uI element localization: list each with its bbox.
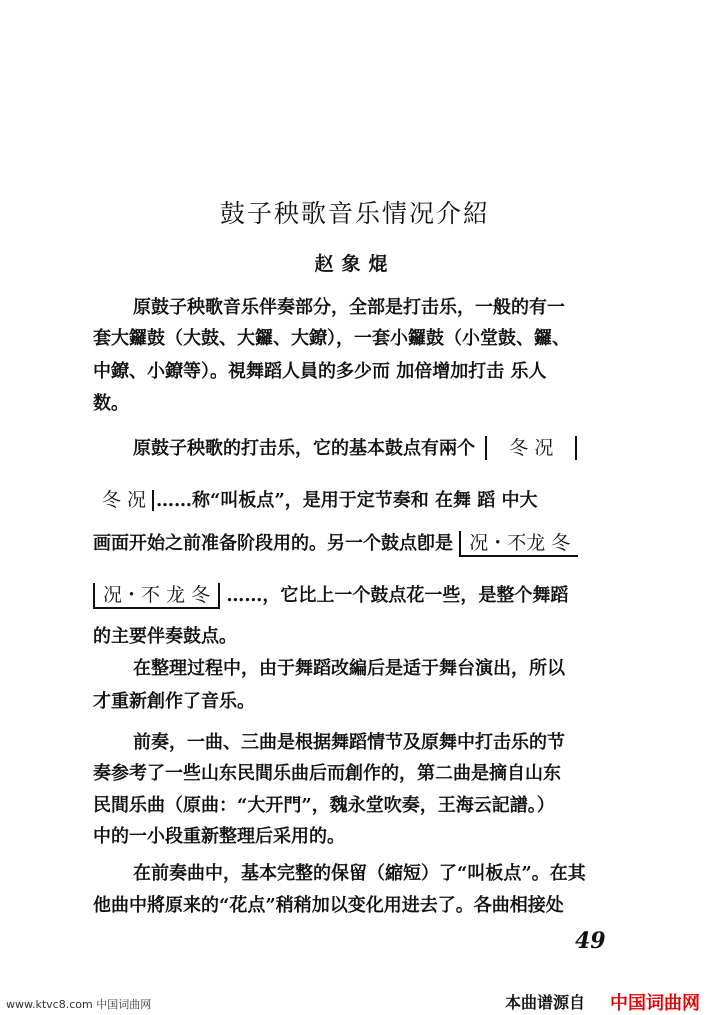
author-name: 赵象焜 (314, 253, 396, 275)
paragraph-line (93, 531, 578, 557)
line-text: 画面开始之前准备阶段用的。另一个鼓点卽是 (93, 533, 453, 554)
paragraph-line: 中鐐、小鐐等）。視舞蹈人員的多少而 加倍增加打击 乐人 (93, 361, 547, 382)
paragraph-line: 民間乐曲（原曲：“大开門”，魏永堂吹奏，王海云記譜。） (93, 795, 555, 816)
footer-site-link[interactable]: www.ktvc8.com 中国词曲网 (6, 998, 152, 1011)
paragraph-line: 的主要伴奏鼓点。 (93, 626, 237, 647)
paragraph-line: 奏参考了一些山东民間乐曲后而創作的，第二曲是摘自山东 (93, 763, 561, 784)
paragraph-line: 在前奏曲中，基本完整的保留（縮短）了“叫板点”。在其 (133, 863, 586, 884)
drum-notation: 冬 况 (102, 489, 147, 511)
paragraph-line: 原鼓子秧歌音乐伴奏部分，全部是打击乐，一般的有一 (133, 297, 565, 318)
footer-source-label: 本曲谱源自 (505, 993, 586, 1012)
line-text: ……，它比上一个鼓点花一些，是整个舞蹈 (226, 585, 569, 606)
paragraph-line: 数。 (93, 393, 129, 414)
line-text: 原鼓子秧歌的打击乐，它的基本鼓点有兩个 (133, 438, 475, 459)
drum-notation: 况・不龙 冬 (459, 531, 578, 557)
paragraph-line (102, 488, 538, 513)
paragraph-line: 前奏，一曲、三曲是根据舞蹈情节及原舞中打击乐的节 (133, 732, 565, 753)
paragraph-line (93, 583, 568, 609)
page-title: 鼓子秧歌音乐情况介紹 (219, 199, 490, 228)
paragraph-line: 套大鑼鼓（大鼓、大鑼、大鐐），一套小鑼鼓（小堂鼓、鑼、 (93, 328, 570, 349)
footer-brand-logo[interactable]: 中国词曲网 (610, 993, 700, 1014)
drum-notation: 冬 况 (485, 436, 577, 460)
drum-notation: 况・不 龙 冬 (93, 583, 220, 609)
paragraph-line (133, 436, 577, 461)
paragraph-line: 在整理过程中，由于舞蹈改編后是适于舞台演出，所以 (133, 658, 565, 679)
page-number: 49 (575, 928, 606, 954)
paragraph-line: 他曲中將原来的“花点”稍稍加以变化用进去了。各曲相接处 (93, 895, 564, 916)
paragraph-line: 中的一小段重新整理后采用的。 (93, 826, 345, 847)
paragraph-line: 才重新創作了音乐。 (93, 691, 255, 712)
line-text: ……称“叫板点”，是用于定节奏和 在舞 蹈 中大 (152, 490, 538, 511)
